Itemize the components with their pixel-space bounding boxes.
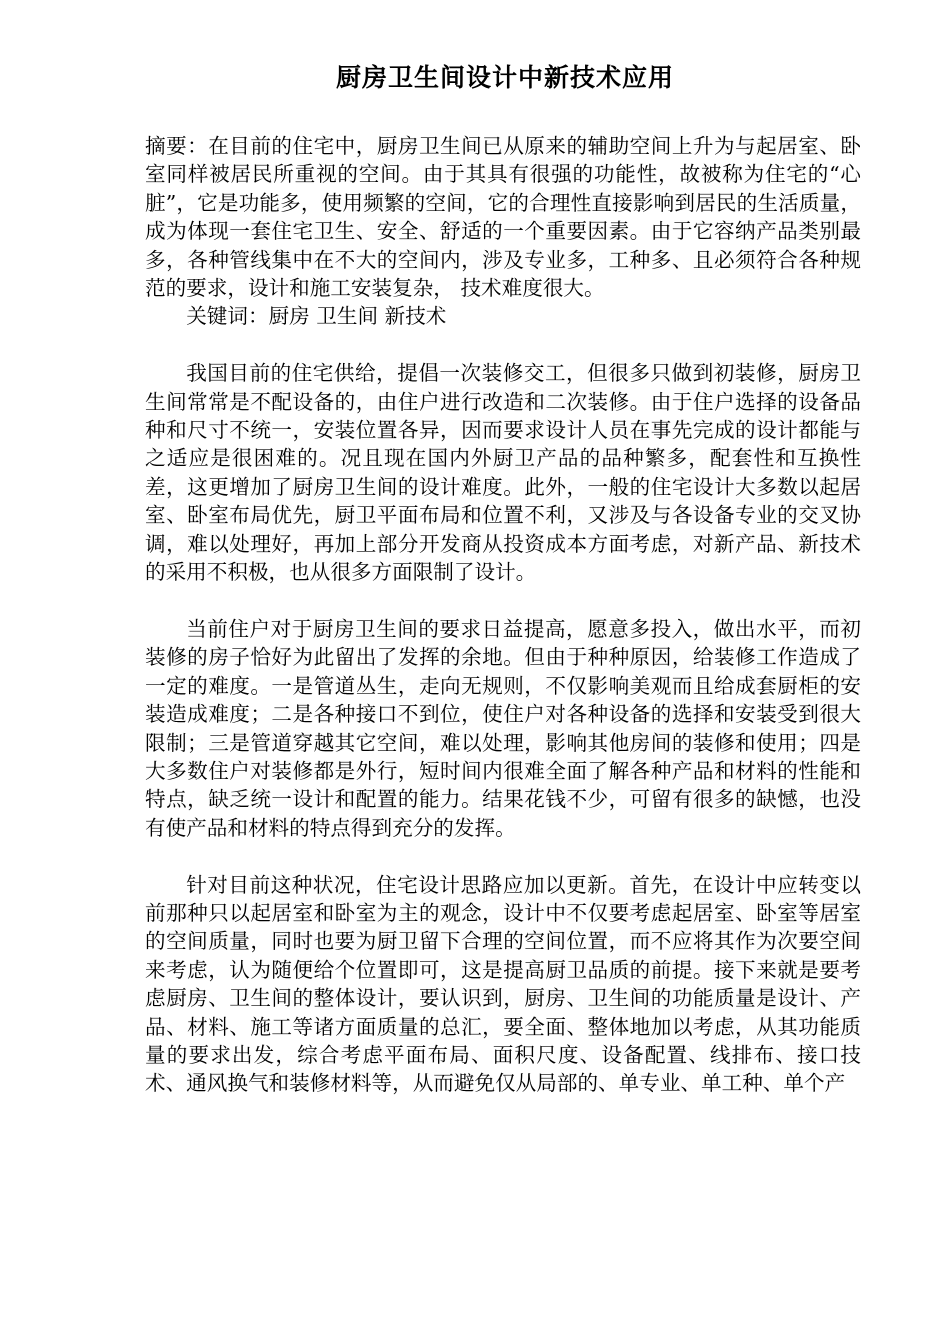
- keywords-line: 关键词：厨房 卫生间 新技术: [186, 304, 447, 329]
- paragraph-gap: [145, 842, 861, 870]
- document-title: 厨房卫生间设计中新技术应用: [335, 63, 674, 92]
- body-paragraph-1: 我国目前的住宅供给，提倡一次装修交工，但很多只做到初装修，厨房卫生间常常是不配设备的，由住户进行改造和二次装修。由于住户选择的设备品种和尺寸不统一，安装位置各异，因而要求设计人员在事先完成的设计都能与之适应是很困难的。况且现在国内外厨卫产品的品种繁多，配套性和互换性差，这更增加了厨房卫生间的设计难度。此外，一般的住宅设计大多数以起居室、卧室布局优先，厨卫平面布局和位置不利，又涉及与各设备专业的交叉协调，难以处理好，再加上部分开发商从投资成本方面考虑，对新产品、新技术的采用不积极，也从很多方面限制了设计。: [145, 361, 861, 585]
- document-body: [145, 132, 861, 1098]
- paragraph-gap: [145, 586, 861, 614]
- body-paragraph-3: 针对目前这种状况，住宅设计思路应加以更新。首先，在设计中应转变以前那种只以起居室和卧室为主的观念，设计中不仅要考虑起居室、卧室等居室的空间质量，同时也要为厨卫留下合理的空间位置，而不应将其作为次要空间来考虑，认为随便给个位置即可，这是提高厨卫品质的前提。接下来就是要考虑厨房、卫生间的整体设计，要认识到，厨房、卫生间的功能质量是设计、产品、材料、施工等诸方面质量的总汇，要全面、整体地加以考虑，从其功能质量的要求出发，综合考虑平面布局、面积尺度、设备配置、线排布、接口技术、通风换气和装修材料等，从而避免仅从局部的、单专业、单工种、单个产: [145, 872, 861, 1096]
- abstract-paragraph: 摘要：在目前的住宅中，厨房卫生间已从原来的辅助空间上升为与起居室、卧室同样被居民所重视的空间。由于其具有很强的功能性，故被称为住宅的“心脏”，它是功能多，使用频繁的空间，它的合理性直接影响到居民的生活质量，成为体现一套住宅卫生、安全、舒适的一个重要因素。由于它容纳产品类别最多，各种管线集中在不大的空间内，涉及专业多，工种多、且必须符合各种规范的要求，设计和施工安装复杂， 技术难度很大。: [145, 134, 861, 301]
- body-paragraph-2: 当前住户对于厨房卫生间的要求日益提高，愿意多投入，做出水平，而初装修的房子恰好为此留出了发挥的余地。但由于种种原因，给装修工作造成了一定的难度。一是管道丛生，走向无规则，不仅影响美观而且给成套厨柜的安装造成难度；二是各种接口不到位，使住户对各种设备的选择和安装受到很大限制；三是管道穿越其它空间，难以处理，影响其他房间的装修和使用；四是大多数住户对装修都是外行，短时间内很难全面了解各种产品和材料的性能和特点，缺乏统一设计和配置的能力。结果花钱不少，可留有很多的缺憾，也没有使产品和材料的特点得到充分的发挥。: [145, 616, 861, 840]
- paragraph-gap: [145, 331, 861, 359]
